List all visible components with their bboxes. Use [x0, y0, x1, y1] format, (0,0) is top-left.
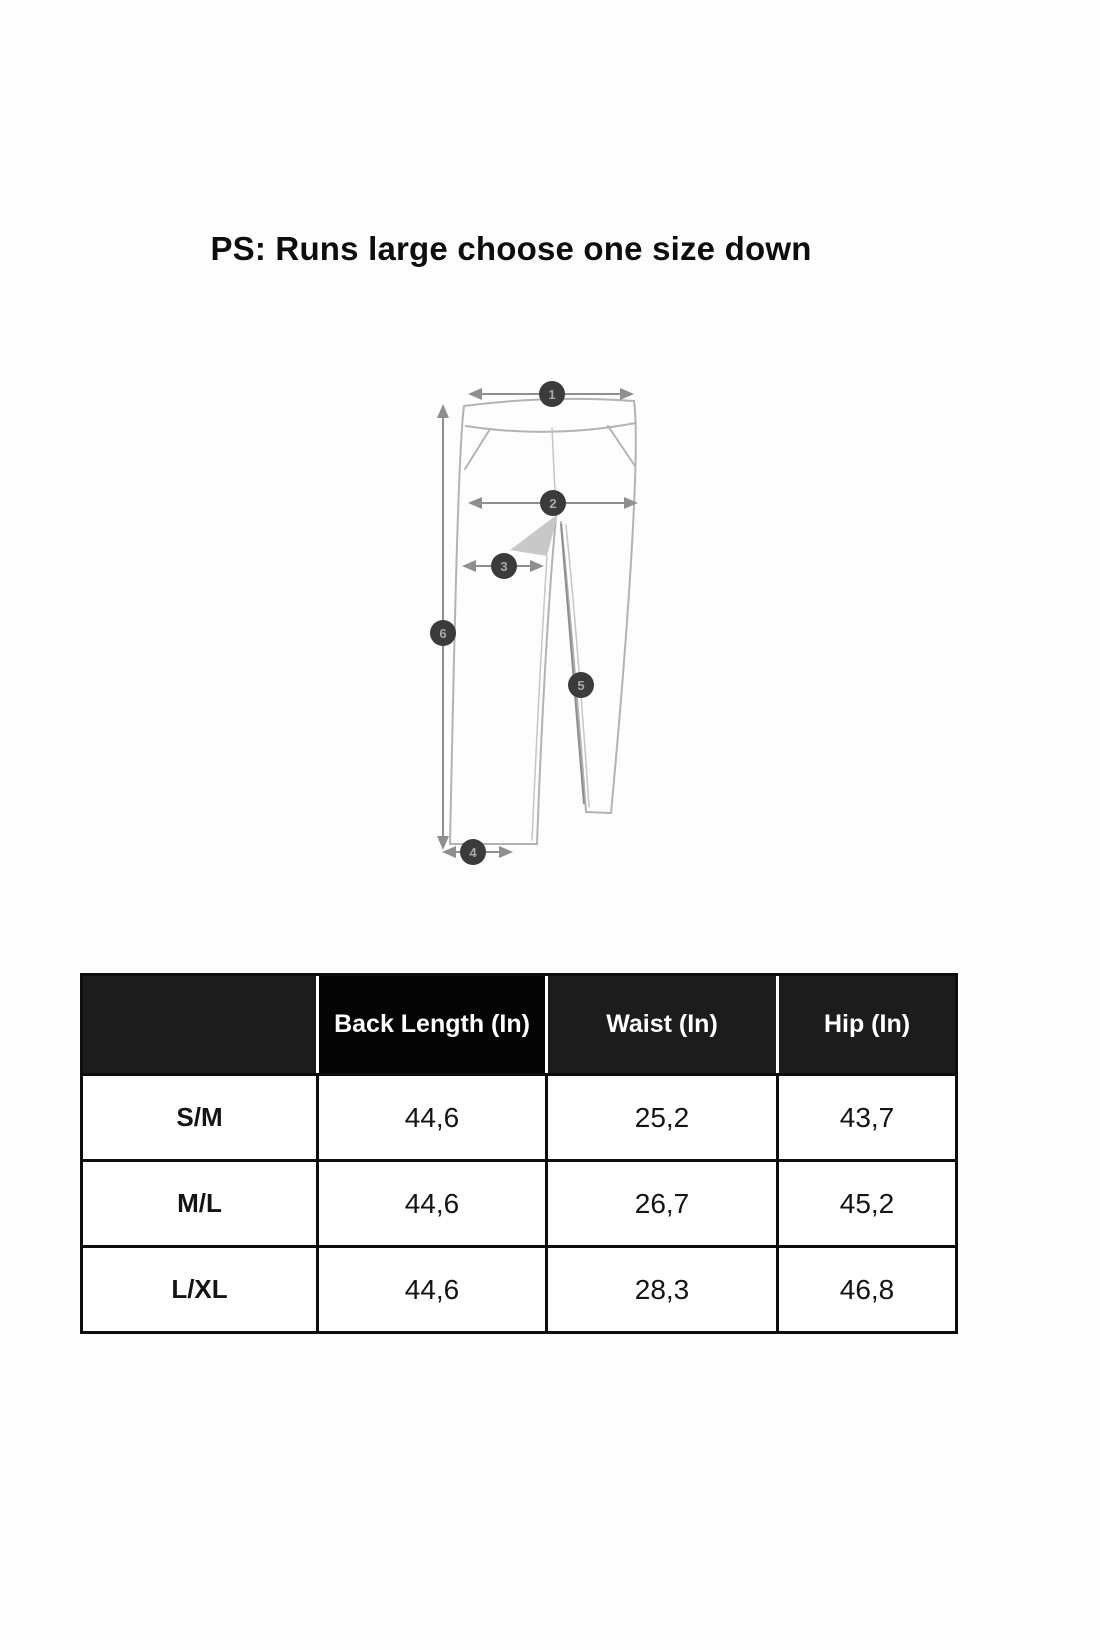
back-length-value: 44,6	[319, 1159, 548, 1245]
marker-1-label: 1	[548, 387, 556, 402]
header-cell-waist: Waist (In)	[548, 976, 779, 1073]
hip-value: 46,8	[779, 1245, 955, 1331]
pants-diagram-svg	[398, 352, 700, 874]
size-label: M/L	[83, 1159, 319, 1245]
marker-3-label: 3	[500, 559, 508, 574]
table-row-ml	[83, 1159, 955, 1245]
marker-6-label: 6	[439, 626, 447, 641]
marker-4-label: 4	[469, 845, 477, 860]
marker-2-label: 2	[549, 496, 557, 511]
waist-value: 26,7	[548, 1159, 779, 1245]
marker-5-label: 5	[577, 678, 585, 693]
hip-value: 45,2	[779, 1159, 955, 1245]
header-cell-back-length: Back Length (In)	[319, 976, 548, 1073]
waist-value: 28,3	[548, 1245, 779, 1331]
hip-value: 43,7	[779, 1073, 955, 1159]
waist-value: 25,2	[548, 1073, 779, 1159]
pants-measurement-diagram	[398, 352, 700, 874]
size-chart-table	[80, 973, 958, 1334]
marker-1-waist	[539, 381, 565, 407]
marker-3-thigh	[491, 553, 517, 579]
header-row	[83, 976, 955, 1073]
marker-2-hip	[540, 490, 566, 516]
marker-4-leg-opening	[460, 839, 486, 865]
table-row-lxl	[83, 1245, 955, 1331]
header-cell-empty	[83, 976, 319, 1073]
back-length-value: 44,6	[319, 1245, 548, 1331]
size-note-heading: PS: Runs large choose one size down	[210, 230, 812, 267]
size-label: S/M	[83, 1073, 319, 1159]
back-length-value: 44,6	[319, 1073, 548, 1159]
marker-5-inseam	[568, 672, 594, 698]
header-cell-hip: Hip (In)	[779, 976, 955, 1073]
size-label: L/XL	[83, 1245, 319, 1331]
drawcord-shape	[510, 514, 558, 556]
table-row-sm	[83, 1073, 955, 1159]
pants-outline	[450, 399, 636, 844]
marker-6-full-length	[430, 620, 456, 646]
